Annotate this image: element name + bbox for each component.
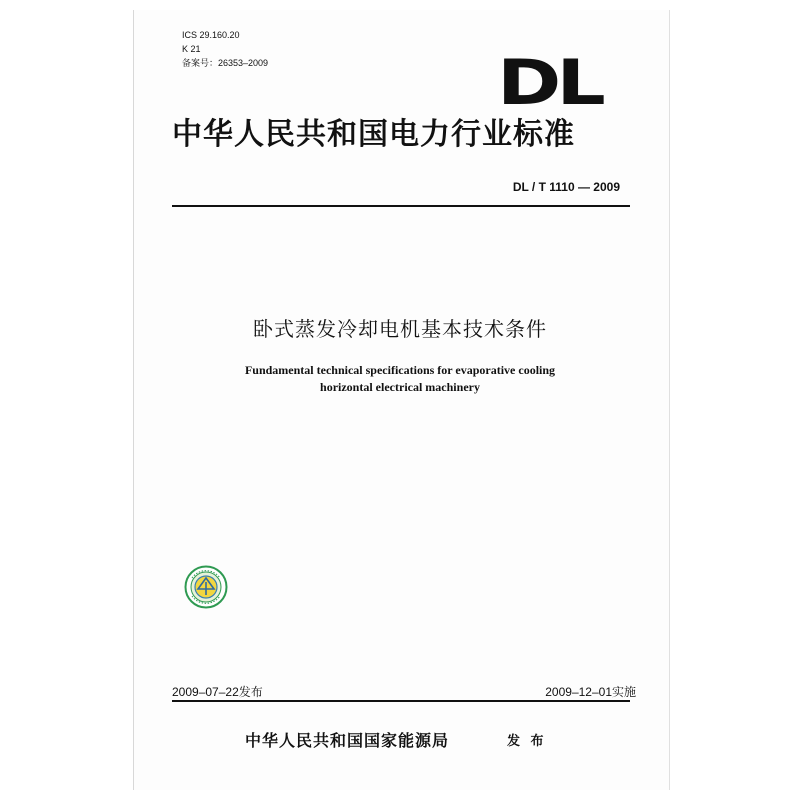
publisher-seal-icon <box>184 565 228 609</box>
issue-date: 2009–07–22发布 <box>172 685 263 699</box>
top-divider <box>172 205 630 207</box>
ics-code: ICS 29.160.20 <box>182 30 240 40</box>
standard-code: DL / T 1110 — 2009 <box>512 180 620 194</box>
publisher-name: 中华人民共和国国家能源局 <box>245 731 450 750</box>
standard-category-title: 中华人民共和国电力行业标准 <box>172 117 575 152</box>
title-en-line-2: horizontal electrical machinery <box>320 380 480 394</box>
publish-label: 发 布 <box>507 734 547 749</box>
classification-block <box>182 28 268 70</box>
document-title-cn: 卧式蒸发冷却电机基本技术条件 <box>253 317 547 341</box>
ccs-code: K 21 <box>182 44 201 54</box>
record-number: 备案号：26353–2009 <box>182 58 269 68</box>
document-title-en <box>0 362 800 396</box>
title-en-line-1: Fundamental technical specifications for evaporative cooling <box>244 363 556 377</box>
implementation-date: 2009–12–01实施 <box>545 685 636 699</box>
dl-logo: DL <box>497 46 601 119</box>
bottom-divider <box>172 700 630 702</box>
